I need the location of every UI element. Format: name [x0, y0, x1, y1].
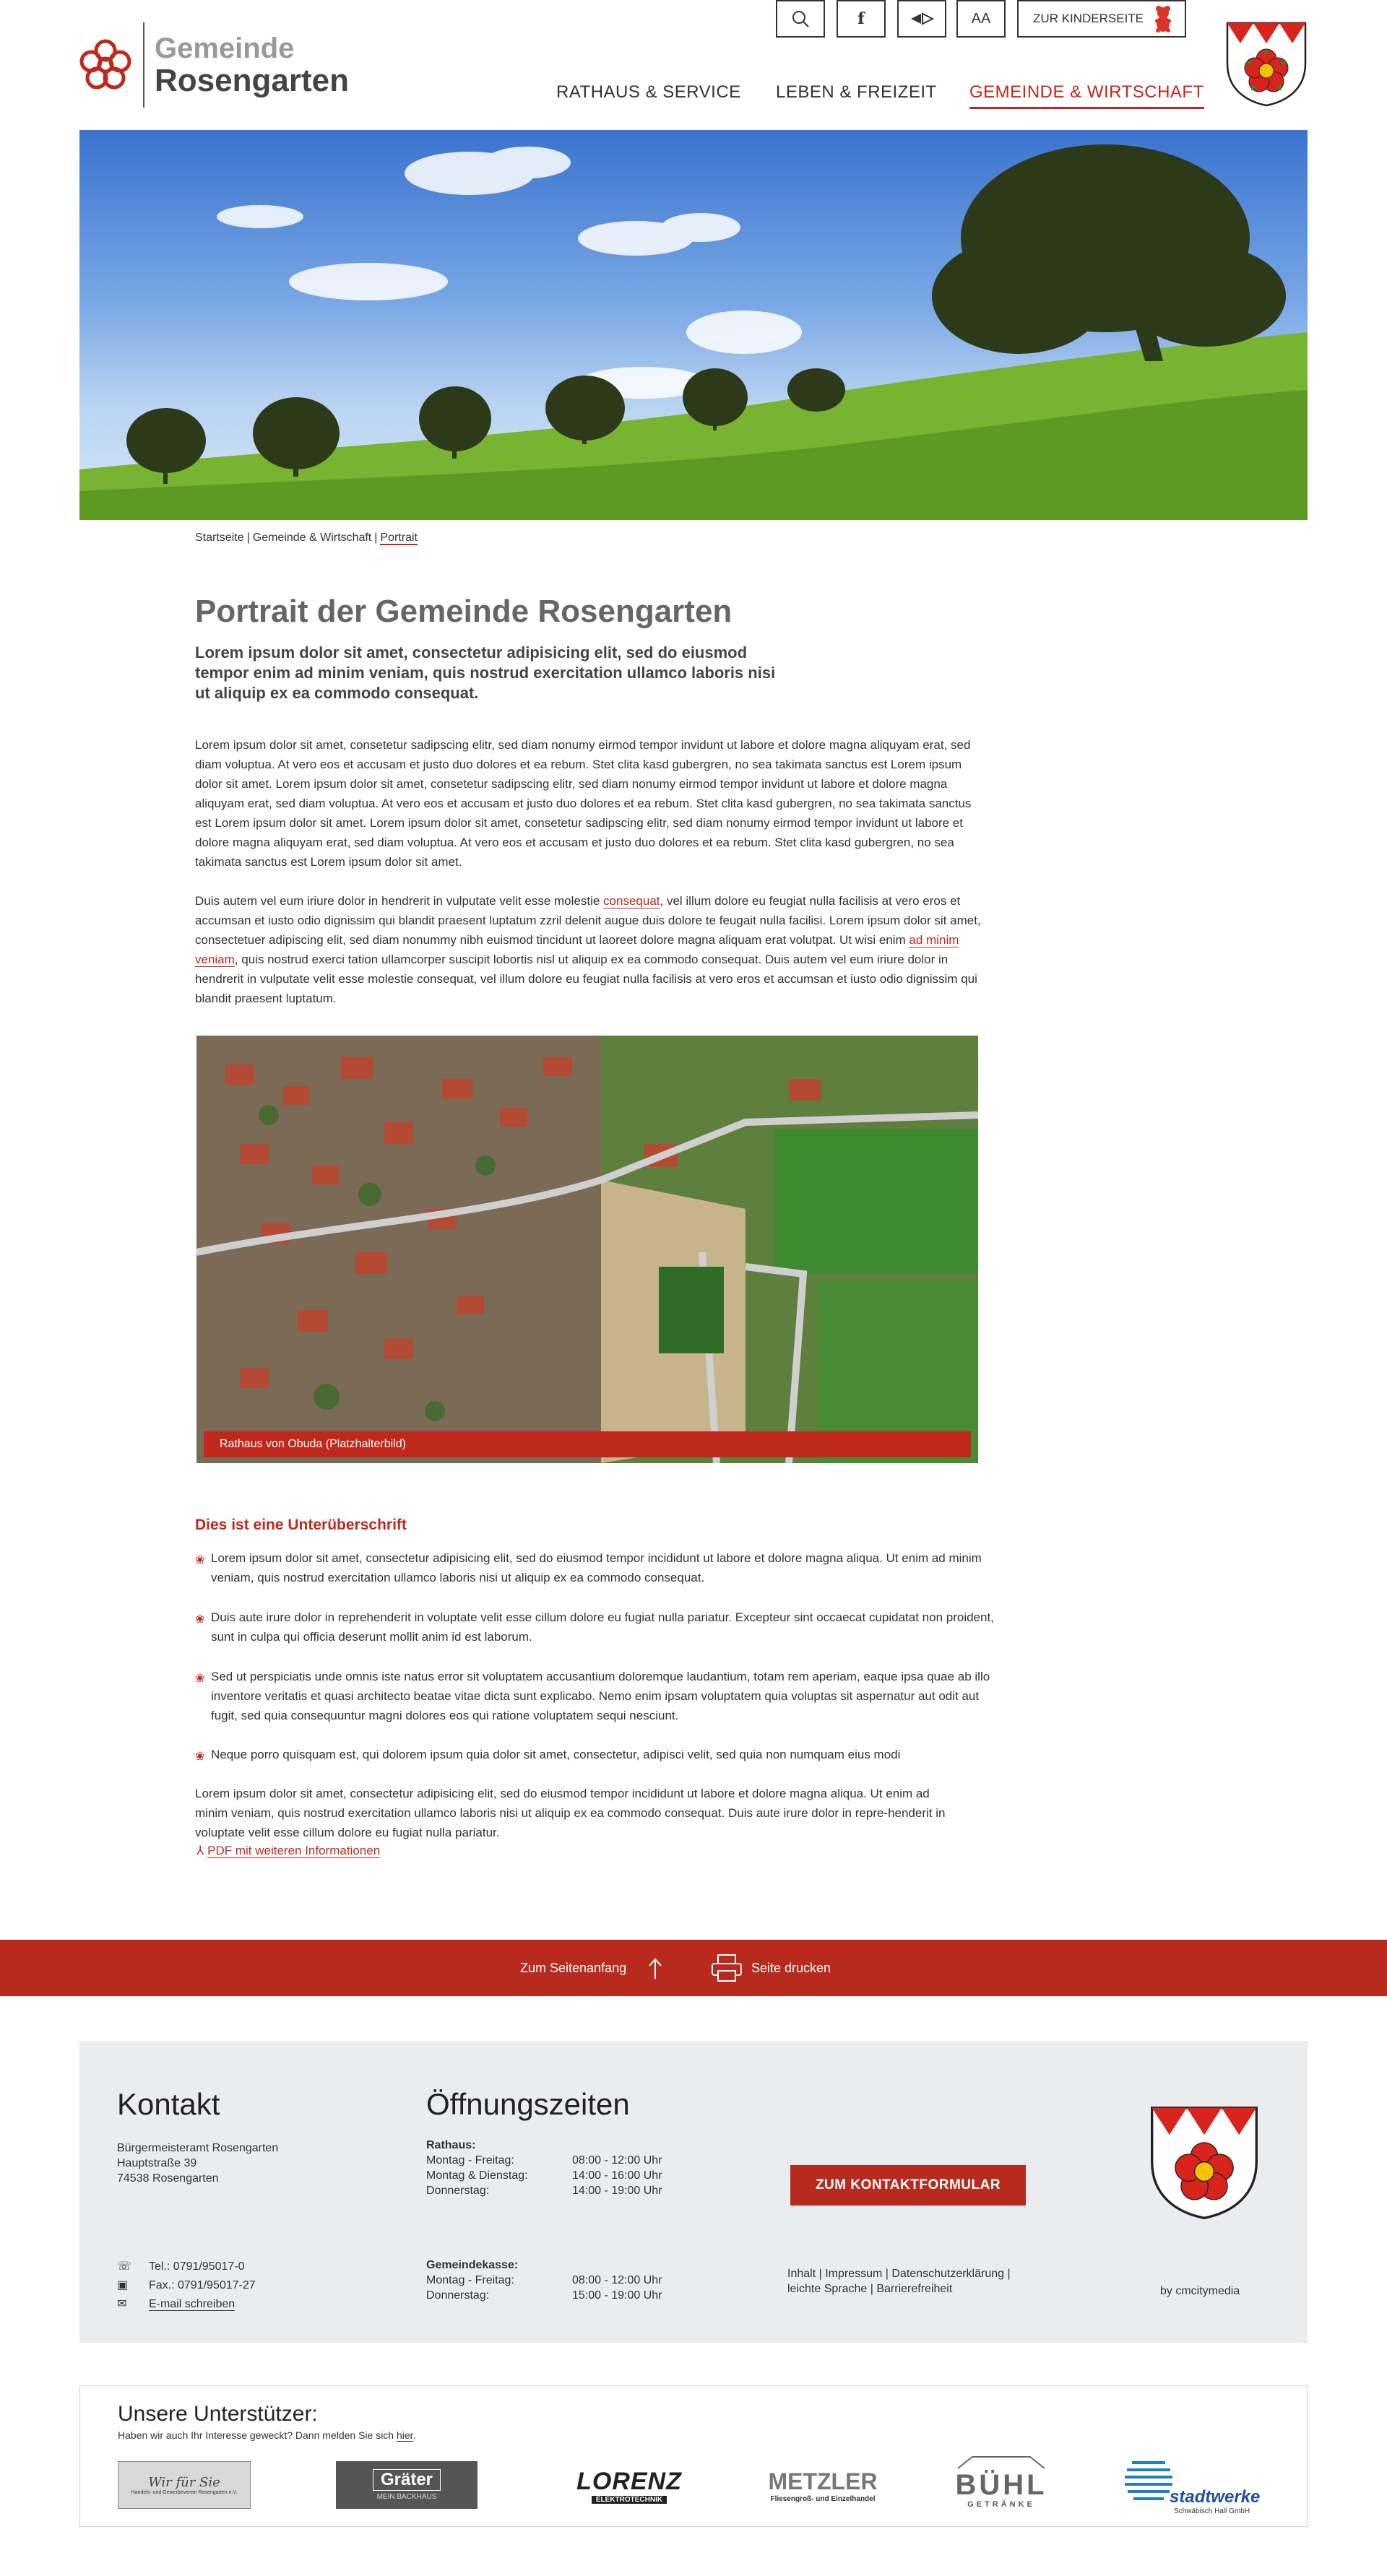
email-link[interactable]: E-mail schreiben	[149, 2298, 236, 2310]
paragraph-2-text: Duis autem vel eum iriure dolor in hendrerit in vulputate velit esse molestie	[195, 894, 604, 908]
arrow-up-icon	[648, 1957, 662, 1979]
stadtwerke-globe-icon	[1123, 2455, 1174, 2506]
sponsor-name: stadtwerke	[1170, 2487, 1261, 2507]
phone-icon: ☏	[117, 2260, 132, 2273]
hours-day: Montag & Dienstag:	[426, 2169, 528, 2182]
list-item	[195, 1608, 997, 1647]
coat-of-arms-icon	[1226, 22, 1307, 107]
breadcrumb-separator: |	[374, 532, 378, 544]
sponsor-subname: Schwäbisch Hall GmbH	[1174, 2507, 1250, 2515]
sponsor-logo-graeter[interactable]	[336, 2461, 478, 2509]
fax-number: Fax.: 0791/95017-27	[149, 2279, 256, 2291]
sponsors-subtitle-text: .	[412, 2429, 416, 2441]
pdf-link-label: PDF mit weiteren Informationen	[207, 1844, 381, 1857]
kontakt-title: Kontakt	[117, 2087, 220, 2121]
closing-paragraph: Lorem ipsum dolor sit amet, consectetur adipisicing elit, sed do eiusmod tempor incididunt ut labore et dolore magna aliqua. Ut enim ad minim veniam, quis nostrud exercitation ullamco laboris nisi ut aliquip ex ea commodo consequat. Duis aute irure dolor in repre-henderit in voluptate velit esse cillum dolore eu fugiat nulla pariatur.	[195, 1787, 946, 1839]
list-item-text: Sed ut perspiciatis unde omnis iste natus error sit voluptatem accusantium doloremque laudantium, totam rem aperiam, eaque ipsa quae ab illo inventore veritatis et quasi architecto beatae vitae dicta sunt explicabo. Nemo enim ipsam voluptatem quia voluptas sit aspernatur aut odit aut fugit, sed quia consequuntur magni dolores eos qui ratione voluptatem sequi nesciunt.	[211, 1670, 990, 1722]
hours-time: 15:00 - 19:00 Uhr	[572, 2289, 662, 2302]
list-item	[195, 1745, 997, 1764]
address-line: Hauptstraße 39	[117, 2157, 197, 2169]
hours-row	[426, 2288, 662, 2303]
list-item	[195, 1548, 997, 1587]
credit[interactable]: by cmcitymedia	[1160, 2285, 1240, 2297]
hours-title: Öffnungszeiten	[426, 2087, 630, 2121]
link-ad-minim-veniam[interactable]: ad minim veniam	[195, 933, 959, 966]
truck-outline-icon	[951, 2454, 1052, 2470]
fontsize-icon: AA	[971, 10, 991, 27]
link-consequat[interactable]: consequat	[603, 894, 660, 908]
subheading: Dies ist eine Unterüberschrift	[195, 1517, 407, 1533]
sponsor-logo-stadtwerke[interactable]	[1120, 2455, 1265, 2520]
hours-row	[426, 2153, 662, 2168]
page-lead: Lorem ipsum dolor sit amet, consectetur adipisicing elit, sed do eiusmod tempor enim ad minim veniam, quis nostrud exercitation ullamco laboris nisi ut aliquip ex ea commodo consequat.	[195, 643, 776, 702]
footer-link-barrierefreiheit[interactable]: Barrierefreiheit	[876, 2283, 953, 2295]
sponsors-signup-link[interactable]: hier	[396, 2429, 413, 2441]
sponsor-logo-lorenz[interactable]	[557, 2464, 701, 2507]
facebook-button[interactable]	[837, 0, 886, 38]
rose-bullet-icon: ❀	[195, 1613, 205, 1626]
hero-landscape	[79, 130, 1308, 520]
hours-time: 14:00 - 19:00 Uhr	[572, 2185, 662, 2197]
link-separator: |	[870, 2283, 873, 2295]
footer-link-inhalt[interactable]: Inhalt	[787, 2268, 816, 2280]
sponsor-logo-wir-fuer-sie[interactable]	[118, 2461, 251, 2509]
footer-link-leichte-sprache[interactable]: leichte Sprache	[787, 2283, 868, 2295]
sponsor-subname: ELEKTROTECHNIK	[592, 2496, 667, 2504]
search-button[interactable]	[776, 0, 825, 38]
sponsor-name: Wir für Sie	[148, 2475, 220, 2490]
sponsors-subtitle-text: Haben wir auch Ihr Interesse geweckt? Dann melden Sie sich	[118, 2429, 397, 2441]
sponsor-name: BÜHL	[955, 2469, 1047, 2501]
address-line: Bürgermeisteramt Rosengarten	[117, 2142, 279, 2154]
hours-row	[426, 2183, 662, 2198]
hours-day: Donnerstag:	[426, 2185, 490, 2197]
hours-time: 08:00 - 12:00 Uhr	[572, 2274, 662, 2286]
contrast-icon	[909, 12, 934, 25]
sponsor-subname: Handels- und Gewerbeverein Rosengarten e.V.	[131, 2490, 238, 2495]
image-caption: Rathaus von Obuda (Platzhalterbild)	[204, 1431, 971, 1457]
hours-time: 14:00 - 16:00 Uhr	[572, 2169, 662, 2182]
link-separator: |	[1007, 2268, 1011, 2280]
sponsor-logo-metzler[interactable]	[751, 2464, 895, 2507]
fontsize-button[interactable]	[956, 0, 1006, 38]
nav-rathaus-service[interactable]: RATHAUS & SERVICE	[556, 82, 741, 102]
rose-bullet-icon: ❀	[195, 1751, 205, 1763]
sponsor-name: Gräter	[373, 2469, 441, 2491]
kasse-label: Gemeindekasse:	[426, 2259, 519, 2271]
scroll-top-button[interactable]	[520, 1940, 662, 1996]
facebook-icon: f	[857, 9, 865, 28]
list-item	[195, 1667, 997, 1725]
print-button[interactable]	[711, 1940, 831, 1996]
rose-bullet-icon: ❀	[195, 1554, 205, 1566]
address-line: 74538 Rosengarten	[117, 2172, 219, 2185]
printer-icon	[711, 1953, 743, 1982]
search-icon	[791, 9, 810, 28]
breadcrumb-gemeinde-wirtschaft[interactable]: Gemeinde & Wirtschaft	[252, 532, 372, 544]
sponsor-subname: GETRÄNKE	[967, 2500, 1035, 2509]
page-title: Portrait der Gemeinde Rosengarten	[195, 594, 733, 629]
hours-day: Montag - Freitag:	[426, 2154, 514, 2167]
list-item-text: Duis aute irure dolor in reprehenderit in voluptate velit esse cillum dolore eu fugiat nulla pariatur. Excepteur sint occaecat cupidatat non proident, sunt in culpa qui officia deserunt mollit anim id est laborum.	[211, 1610, 994, 1644]
action-bar	[0, 1940, 1387, 1996]
hours-row	[426, 2168, 662, 2183]
sponsor-subname: MEIN BACKHAUS	[376, 2493, 437, 2501]
rose-logo-icon	[79, 39, 131, 91]
hours-time: 08:00 - 12:00 Uhr	[572, 2154, 662, 2167]
breadcrumb-startseite[interactable]: Startseite	[195, 532, 244, 544]
logo-divider	[143, 22, 144, 108]
nav-gemeinde-wirtschaft[interactable]: GEMEINDE & WIRTSCHAFT	[969, 82, 1204, 109]
mail-icon: ✉	[117, 2298, 127, 2310]
kinderseite-button[interactable]	[1017, 0, 1186, 38]
logo-line1: Gemeinde	[155, 32, 295, 64]
footer-coat-of-arms-icon	[1150, 2106, 1258, 2220]
fax-row	[117, 2276, 256, 2295]
paragraph-2-text: , vel illum dolore eu feugiat nulla facilisis at vero eros et accumsan et iusto odio dignissim qui blandit praesent luptatum zzril delenit augue duis dolore te feugait nulla facilisi. Lorem ipsum dolor sit amet, consectetuer adipiscing elit, sed diam nonummy nibh euismod tincidunt ut laoreet dolore magna aliquam erat volutpat. Ut wisi enim	[195, 894, 981, 947]
sponsor-subname: Fliesengroß- und Einzelhandel	[770, 2495, 876, 2503]
sponsors-title: Unsere Unterstützer:	[118, 2402, 318, 2426]
pdf-icon: ⅄	[196, 1844, 208, 1857]
phone-row	[117, 2258, 256, 2276]
paragraph-1: Lorem ipsum dolor sit amet, consetetur sadipscing elitr, sed diam nonumy eirmod tempor invidunt ut labore et dolore magna aliquyam erat, sed diam voluptua. At vero eos et accusam et justo duo dolores et ea rebum. Stet clita kasd gubergren, no sea takimata sanctus est Lorem ipsum dolor sit amet. Lorem ipsum dolor sit amet, consetetur sadipscing elitr, sed diam nonumy eirmod tempor invidunt ut labore et dolore magna aliquyam erat, sed diam voluptua. At vero eos et accusam et justo duo dolores et ea rebum. Stet clita kasd gubergren, no sea takimata sanctus est Lorem ipsum dolor sit amet. Lorem ipsum dolor sit amet, consetetur sadipscing elitr, sed diam nonumy eirmod tempor invidunt ut labore et dolore magna aliquyam erat, sed diam voluptua. At vero eos et accusam et justo duo dolores et ea rebum. Stet clita kasd gubergren, no sea takimata sanctus est Lorem ipsum dolor sit amet.	[195, 738, 972, 869]
email-row	[117, 2295, 256, 2314]
gummy-bear-icon	[1155, 5, 1171, 32]
list-item-text: Lorem ipsum dolor sit amet, consectetur adipisicing elit, sed do eiusmod tempor incididunt ut labore et dolore magna aliqua. Ut enim ad minim veniam, quis nostrud exercitation ullamco laboris nisi ut aliquip ex ea commodo consequat.	[211, 1551, 982, 1584]
hours-day: Donnerstag:	[426, 2289, 490, 2302]
footer-link-impressum[interactable]: Impressum	[825, 2268, 883, 2280]
pdf-link[interactable]	[196, 1844, 380, 1858]
paragraph-2-text: , quis nostrud exerci tation ullamcorper suscipit lobortis nisl ut aliquip ex ea commodo consequat. Duis autem vel eum iriure dolor in hendrerit in vulputate velit esse molestie consequat, vel illum dolore eu feugiat nulla facilisis at vero eros et accumsan et iusto odio dignissim qui blandit praesent luptatum.	[195, 953, 977, 1005]
sponsors-subtitle	[118, 2429, 415, 2441]
footer-link-datenschutz[interactable]: Datenschutzerklärung	[891, 2268, 1005, 2280]
print-label: Seite drucken	[751, 1960, 831, 1975]
hours-day: Montag - Freitag:	[426, 2274, 514, 2286]
rose-bullet-icon: ❀	[195, 1673, 205, 1685]
rathaus-label: Rathaus:	[426, 2139, 476, 2151]
contact-block	[117, 2258, 256, 2314]
list-item-text: Neque porro quisquam est, qui dolorem ipsum quia dolor sit amet, consectetur, adipisci velit, sed quia non numquam eius modi	[211, 1748, 901, 1761]
kasse-hours	[426, 2258, 662, 2303]
hours-row	[426, 2273, 662, 2288]
site-logo[interactable]	[79, 22, 354, 108]
rathaus-hours	[426, 2138, 662, 2198]
sponsor-logo-buehl[interactable]	[947, 2445, 1055, 2518]
address-block	[117, 2141, 278, 2186]
aerial-village-image	[196, 1036, 978, 1463]
link-separator: |	[818, 2268, 822, 2280]
sponsors-box	[79, 2385, 1308, 2527]
aerial-photo	[196, 1036, 978, 1463]
contrast-button[interactable]	[897, 0, 946, 38]
sponsor-name: METZLER	[768, 2468, 878, 2494]
sponsor-name: LORENZ	[576, 2468, 682, 2495]
scroll-top-label: Zum Seitenanfang	[520, 1960, 627, 1975]
footer-links	[787, 2266, 1011, 2297]
kinderseite-label: ZUR KINDERSEITE	[1033, 12, 1144, 25]
contact-form-button[interactable]: ZUM KONTAKTFORMULAR	[790, 2165, 1026, 2206]
paragraph-2	[195, 891, 990, 1008]
phone-number: Tel.: 0791/95017-0	[149, 2260, 245, 2273]
breadcrumb	[195, 532, 418, 545]
footer	[79, 2041, 1308, 2343]
nav-leben-freizeit[interactable]: LEBEN & FREIZEIT	[776, 82, 937, 102]
breadcrumb-current: Portrait	[380, 532, 418, 544]
logo-line2: Rosengarten	[155, 63, 349, 98]
breadcrumb-separator: |	[246, 532, 250, 544]
hero-image	[79, 130, 1308, 520]
link-separator: |	[885, 2268, 889, 2280]
fax-icon: ▣	[117, 2279, 129, 2291]
